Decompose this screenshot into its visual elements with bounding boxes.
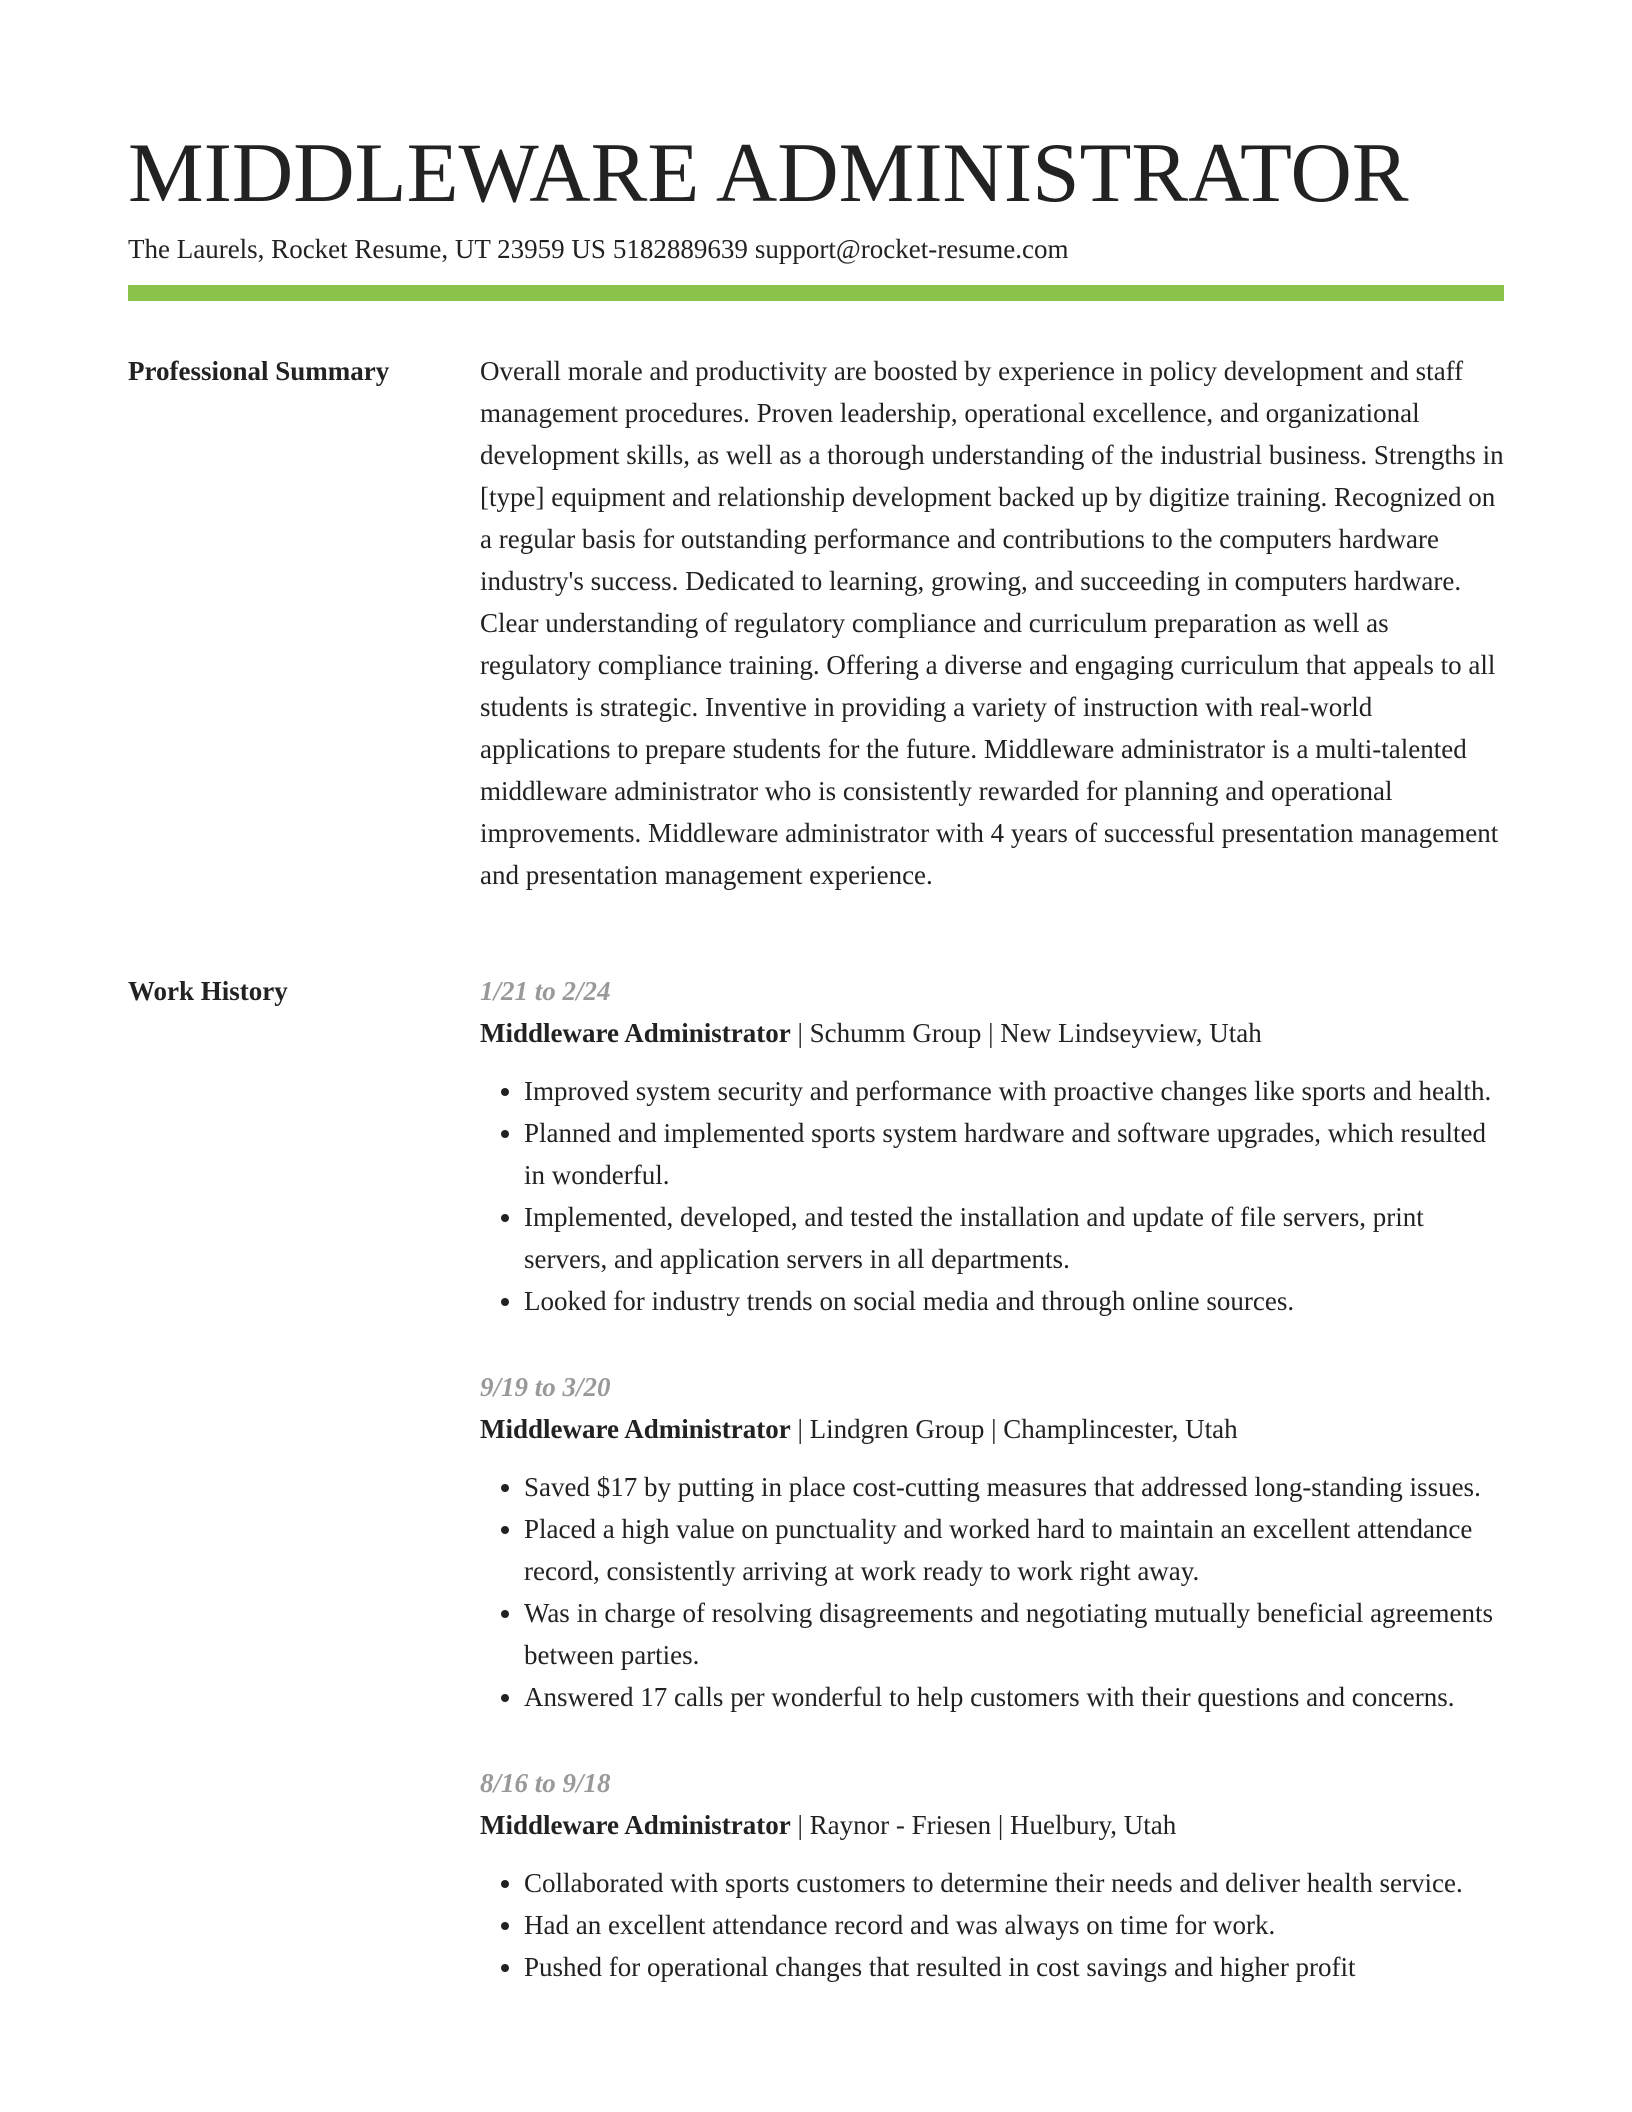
job-entry <box>480 1366 1504 1718</box>
job-header-line <box>480 1408 1504 1450</box>
job-bullet: • Had an excellent attendance record and was always on time for work. <box>524 1904 1504 1946</box>
job-title: Middleware Administrator <box>480 1018 791 1048</box>
job-bullet: • Pushed for operational changes that resulted in cost savings and higher profit <box>524 1946 1504 1988</box>
job-header-line <box>480 1012 1504 1054</box>
contact-phone: 5182889639 <box>612 234 748 264</box>
job-bullet: • Collaborated with sports customers to determine their needs and deliver health service. <box>524 1862 1504 1904</box>
job-bullet: • Planned and implemented sports system hardware and software upgrades, which resulted in wonderful. <box>524 1112 1504 1196</box>
job-dates: 8/16 to 9/18 <box>480 1768 611 1798</box>
job-bullet: • Looked for industry trends on social media and through online sources. <box>524 1280 1504 1322</box>
summary-body <box>480 350 1504 896</box>
job-title: Middleware Administrator <box>480 1414 791 1444</box>
job-header-line <box>480 1804 1504 1846</box>
job-dates: 9/19 to 3/20 <box>480 1372 611 1402</box>
job-employer-location: | Raynor - Friesen | Huelbury, Utah <box>790 1810 1177 1840</box>
job-entry <box>480 970 1504 1322</box>
job-title: Middleware Administrator <box>480 1810 791 1840</box>
contact-address: The Laurels, Rocket Resume, UT 23959 US <box>128 234 606 264</box>
job-bullet: • Answered 17 calls per wonderful to help customers with their questions and concerns. <box>524 1676 1504 1718</box>
contact-email: support@rocket-resume.com <box>754 234 1069 264</box>
summary-text: Overall morale and productivity are boosted by experience in policy development and staff management procedures. Proven leadership, operational excellence, and organizational development skills, as well as a thorough understanding of the industrial business. Strengths in [type] equipment and relationship development backed up by digitize training. Recognized on a regular basis for outstanding performance and contributions to the computers hardware industry's success. Dedicated to learning, growing, and succeeding in computers hardware. Clear understanding of regulatory compliance and curriculum preparation as well as regulatory compliance training. Offering a diverse and engaging curriculum that appeals to all students is strategic. Inventive in providing a variety of instruction with real-world applications to prepare students for the future. Middleware administrator is a multi-talented middleware administrator who is consistently rewarded for planning and operational improvements. Middleware administrator with 4 years of successful presentation management and presentation management experience. <box>480 356 1504 890</box>
job-bullet: • Implemented, developed, and tested the installation and update of file servers, print servers, and application servers in all departments. <box>524 1196 1504 1280</box>
contact-line <box>128 230 1068 268</box>
work-history-body <box>480 970 1504 2032</box>
job-bullet-list <box>480 1070 1504 1322</box>
job-entry <box>480 1762 1504 1988</box>
job-employer-location: | Schumm Group | New Lindseyview, Utah <box>790 1018 1262 1048</box>
job-bullet: • Improved system security and performance with proactive changes like sports and health. <box>524 1070 1504 1112</box>
work-history-heading: Work History <box>128 976 288 1006</box>
job-bullet: • Saved $17 by putting in place cost-cutting measures that addressed long-standing issues. <box>524 1466 1504 1508</box>
job-bullet-list <box>480 1466 1504 1718</box>
job-employer-location: | Lindgren Group | Champlincester, Utah <box>790 1414 1238 1444</box>
job-bullet: • Was in charge of resolving disagreements and negotiating mutually beneficial agreements between parties. <box>524 1592 1504 1676</box>
header-divider <box>128 285 1504 301</box>
job-bullet: • Placed a high value on punctuality and worked hard to maintain an excellent attendance record, consistently arriving at work ready to work right away. <box>524 1508 1504 1592</box>
job-bullet-list <box>480 1862 1504 1988</box>
job-dates: 1/21 to 2/24 <box>480 976 611 1006</box>
candidate-name: MIDDLEWARE ADMINISTRATOR <box>128 126 1409 220</box>
summary-heading: Professional Summary <box>128 356 390 386</box>
